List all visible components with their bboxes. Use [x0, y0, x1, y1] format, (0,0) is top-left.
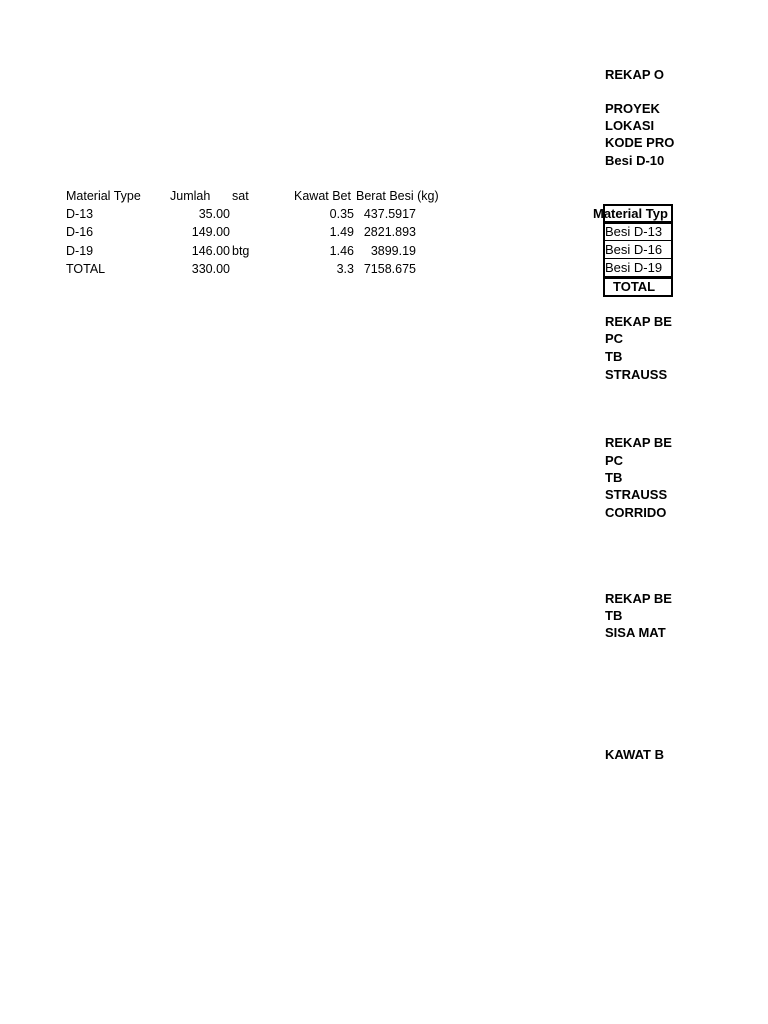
header-berat-besi: Berat Besi (kg) [356, 189, 439, 203]
cell-jumlah: 146.00 [191, 244, 230, 258]
cell-berat-total: 7158.675 [363, 262, 416, 276]
cell-kawat: 1.49 [329, 225, 354, 239]
info-besi-d10: Besi D-10 [605, 153, 665, 168]
box-row-label: Besi D-19 [605, 260, 663, 275]
section2-item: CORRIDO [605, 505, 667, 520]
box-total-label: TOTAL [613, 279, 656, 294]
section3-item: TB [605, 608, 623, 623]
section3-item: SISA MAT [605, 625, 666, 640]
cell-material: D-13 [66, 207, 94, 221]
section3-title: REKAP BE [605, 591, 672, 606]
info-kode-proyek: KODE PRO [605, 135, 675, 150]
info-proyek: PROYEK [605, 101, 660, 116]
cell-material: D-16 [66, 225, 94, 239]
header-material-type: Material Type [66, 189, 141, 203]
section1-item: TB [605, 349, 623, 364]
section2-item: TB [605, 470, 623, 485]
section2-item: PC [605, 453, 624, 468]
cell-material: D-19 [66, 244, 94, 258]
section1-item: PC [605, 331, 624, 346]
cell-jumlah: 35.00 [198, 207, 230, 221]
header-kawat-beton: Kawat Bet [294, 189, 351, 203]
kawat-beton-title: KAWAT B [605, 747, 664, 762]
cell-berat: 2821.893 [363, 225, 416, 239]
section2-title: REKAP BE [605, 435, 672, 450]
cell-berat: 437.5917 [363, 207, 416, 221]
cell-kawat-total: 3.3 [336, 262, 354, 276]
header-jumlah: Jumlah [170, 189, 211, 203]
cell-jumlah-total: 330.00 [191, 262, 230, 276]
box-row-label: Besi D-13 [605, 224, 663, 239]
section1-title: REKAP BE [605, 314, 672, 329]
box-header-material-type: Material Typ [593, 206, 668, 221]
section2-item: STRAUSS [605, 487, 668, 502]
section1-item: STRAUSS [605, 367, 668, 382]
row-divider [603, 240, 673, 241]
cell-jumlah: 149.00 [191, 225, 230, 239]
row-divider [603, 258, 673, 259]
cell-berat: 3899.19 [370, 244, 416, 258]
cell-sat: btg [232, 244, 250, 258]
cell-kawat: 1.46 [329, 244, 354, 258]
rekap-title: REKAP O [605, 67, 664, 82]
cell-material-total: TOTAL [66, 262, 106, 276]
info-lokasi: LOKASI [605, 118, 655, 133]
box-row-label: Besi D-16 [605, 242, 663, 257]
header-sat: sat [232, 189, 249, 203]
cell-kawat: 0.35 [329, 207, 354, 221]
box-header-border [603, 204, 673, 223]
